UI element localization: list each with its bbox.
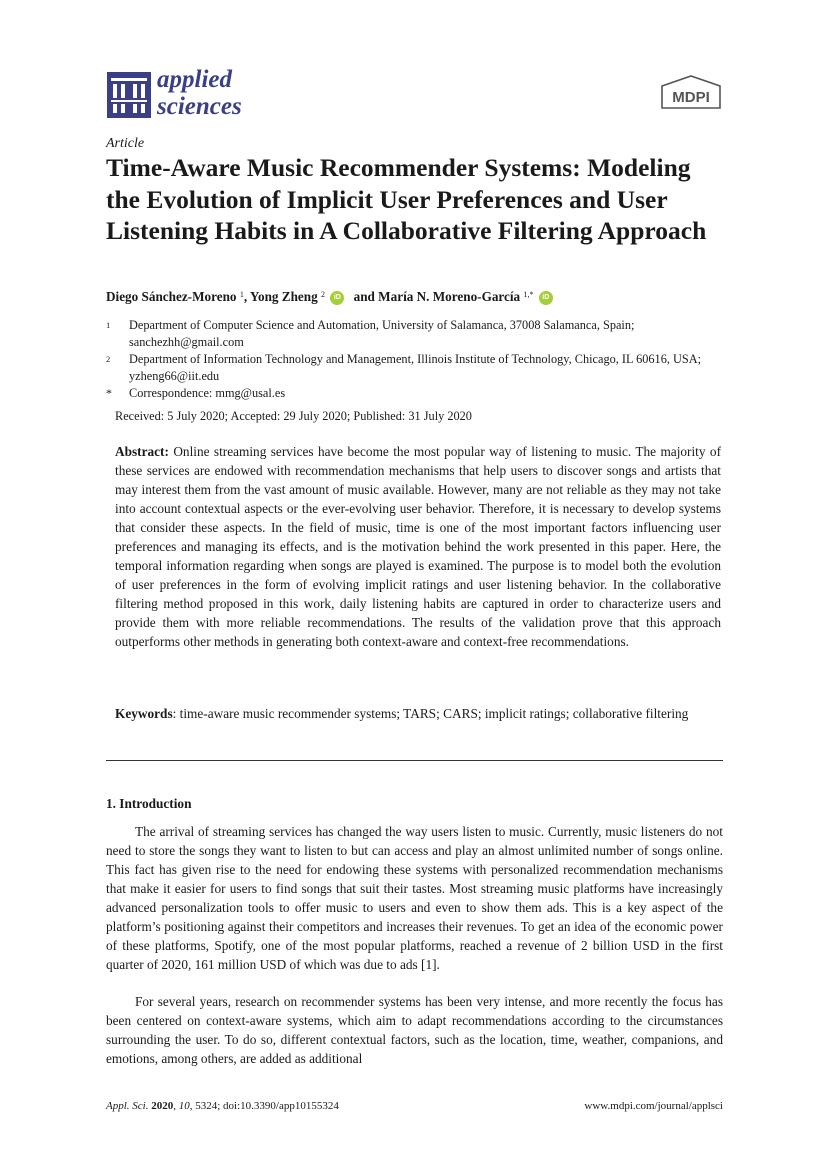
- journal-abbrev: Appl. Sci.: [106, 1100, 149, 1112]
- affiliation: [106, 317, 706, 351]
- body-paragraph: For several years, research on recommender systems has been very intense, and more recently the focus has been centered on context-aware systems, which aim to adapt recommendations according to the circumstances surrounding the user. To do so, different contextual factors, such as the location, time, weather, companions, and emotions, among others, are added as additional: [106, 994, 723, 1066]
- body-paragraph: The arrival of streaming services has changed the way users listen to music. Currently, music listeners do not need to store the songs they want to listen to but can access and play an almost unlimited number of songs online. This fact has given rise to the need for endowing these systems with personalized recommendation mechanisms that make it easier for users to find songs that suit their tastes. Most streaming music platforms have increasingly advanced personalization tools to offer music to users and even to show them ads. This is a key aspect of the platform’s positioning against their competitors and increases their revenues. To get an idea of the economic power of these platforms, Spotify, one of the most popular platforms, reached a revenue of 2 billion USD in the first quarter of 2020, 161 million USD of which was due to ads [1].: [106, 824, 723, 972]
- citation-year: 2020: [151, 1100, 174, 1112]
- author-name[interactable]: Diego Sánchez-Moreno: [106, 289, 237, 304]
- correspondence-marker: *: [106, 386, 112, 400]
- journal-name: [157, 66, 242, 120]
- keywords: [115, 704, 721, 723]
- publisher-name: MDPI: [672, 89, 710, 106]
- correspondence-text: Correspondence: mmg@usal.es: [129, 386, 286, 400]
- citation-volume: 10: [178, 1100, 190, 1112]
- journal-logo: [107, 66, 267, 124]
- affiliation-number: 1: [106, 320, 111, 330]
- orcid-icon[interactable]: iD: [539, 291, 553, 305]
- affiliation-text: Department of Computer Science and Automation, University of Salamanca, 37008 Salamanca, Spain; sanchezhh@gmail.com: [129, 318, 635, 349]
- affiliation: [106, 351, 706, 385]
- affiliation-number: 2: [106, 354, 111, 364]
- author-name[interactable]: María N. Moreno-García: [378, 289, 521, 304]
- keywords-label: Keywords: [115, 706, 173, 721]
- affiliation-text: Department of Information Technology and Management, Illinois Institute of Technology, Chicago, IL 60616, USA; yzheng66@iit.edu: [129, 352, 702, 383]
- abstract-text: Online streaming services have become the most popular way of listening to music. The majority of these services are endowed with recommendation mechanisms that help users to discover songs and artists that may interest them from the vast amount of music available. However, many are not reliable as they may not take into account contextual aspects or the ever-evolving user behavior. Therefore, it is necessary to develop systems that consider these aspects. In the field of music, time is one of the most important factors influencing user preferences and managing its effects, and is the motivation behind the work presented in this paper. Here, the temporal information regarding when songs are played is examined. The purpose is to model both the evolution of user preferences in the form of evolving implicit ratings and user listening behavior. In the collaborative filtering method proposed in this work, daily listening habits are captured in order to characterize users and provide them with more reliable recommendations. The results of the validation prove that this approach outperforms other methods in generating both context-aware and context-free recommendations.: [115, 444, 721, 649]
- publication-dates: Received: 5 July 2020; Accepted: 29 July 2020; Published: 31 July 2020: [115, 409, 472, 423]
- affiliation-marker: 1: [239, 290, 244, 299]
- journal-url[interactable]: www.mdpi.com/journal/applsci: [584, 1100, 723, 1112]
- publisher-logo: [659, 74, 723, 110]
- keywords-text: : time-aware music recommender systems; TARS; CARS; implicit ratings; collaborative filtering: [172, 706, 689, 721]
- journal-building-icon: [107, 72, 151, 118]
- section-divider: [106, 760, 723, 761]
- correspondence: [106, 385, 706, 402]
- affiliation-marker: 1,*: [523, 290, 534, 299]
- author-name[interactable]: Yong Zheng: [249, 289, 318, 304]
- author-list: Diego Sánchez-Moreno $^1$, Yong Zheng $^2$ iD and María N. Moreno-García $^{1,*}$ iD: [106, 289, 559, 305]
- abstract-label: Abstract:: [115, 444, 169, 459]
- author-conjunction: and: [353, 289, 375, 304]
- article-type: Article: [106, 136, 145, 151]
- citation-footer: Appl. Sci. 2020, 10, 5324; doi:10.3390/app10155324: [106, 1100, 339, 1112]
- section-heading: 1. Introduction: [106, 796, 192, 811]
- journal-name-line2: sciences: [157, 93, 242, 120]
- journal-name-line1: applied: [157, 66, 232, 93]
- abstract: [115, 442, 721, 651]
- orcid-icon[interactable]: iD: [330, 291, 344, 305]
- citation-doi[interactable]: , 5324; doi:10.3390/app10155324: [189, 1100, 339, 1112]
- affiliation-marker: 2: [321, 290, 326, 299]
- article-title: Time-Aware Music Recommender Systems: Modeling the Evolution of Implicit User Preferences and User Listening Habits in A Collaborative Filtering Approach: [106, 153, 707, 245]
